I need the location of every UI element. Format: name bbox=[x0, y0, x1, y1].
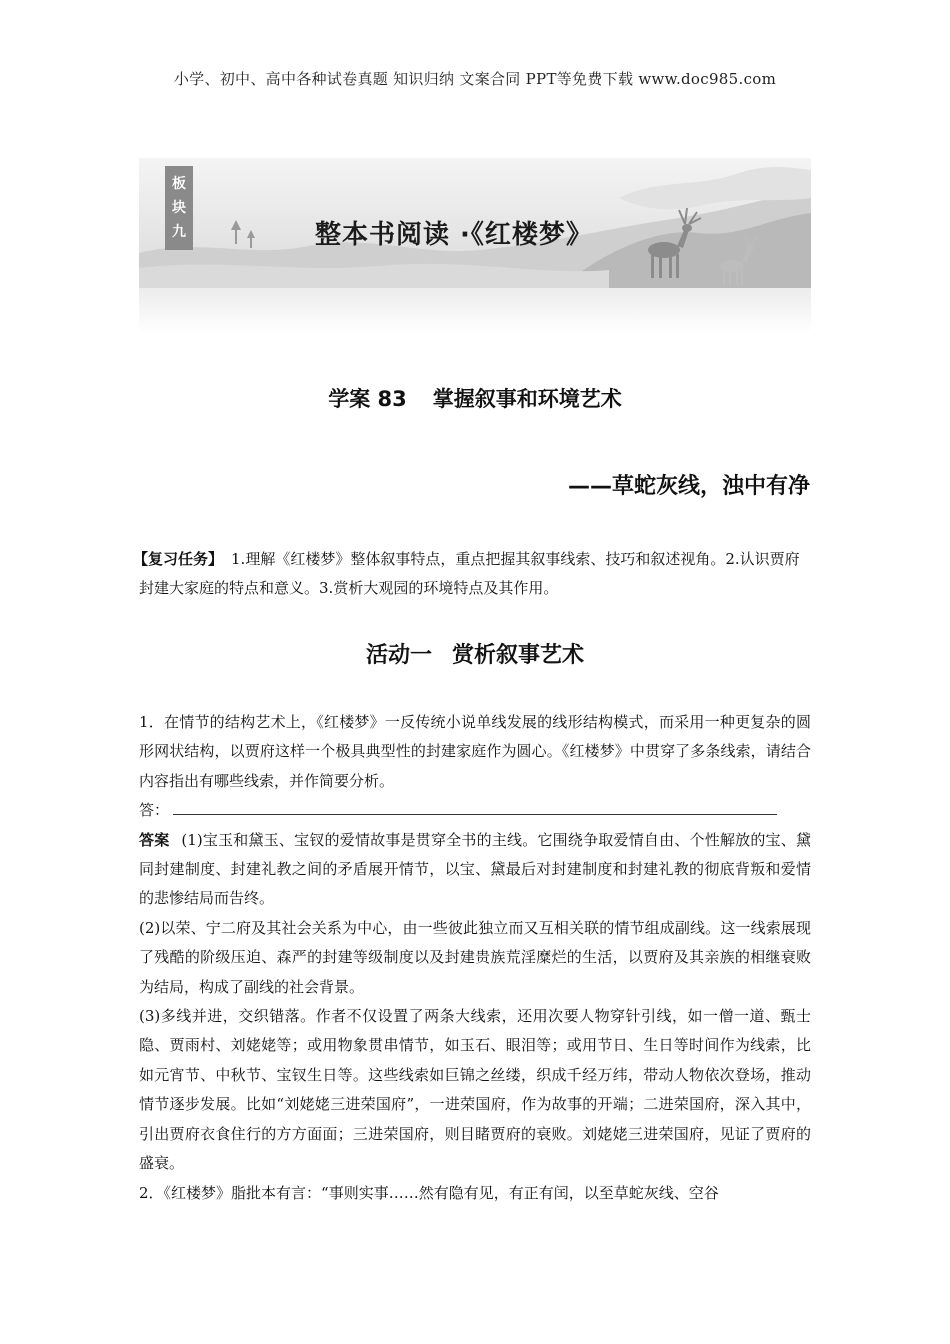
tab-char: 九 bbox=[172, 224, 186, 240]
review-text: 1.理解《红楼梦》整体叙事特点，重点把握其叙事线索、技巧和叙述视角。2.认识贾府封建大家庭的特点和意义。3.赏析大观园的环境特点及其作用。 bbox=[139, 550, 800, 597]
review-tag: 【复习任务】 bbox=[133, 550, 224, 568]
review-task bbox=[133, 545, 811, 603]
activity-title: 赏析叙事艺术 bbox=[452, 643, 585, 668]
answer-line bbox=[173, 796, 777, 815]
tab-char: 板 bbox=[172, 176, 186, 192]
activity-number: 活动一 bbox=[365, 643, 432, 668]
banner-reflection bbox=[139, 288, 811, 334]
banner-title: 整本书阅读 ·《红楼梦》 bbox=[315, 220, 593, 250]
lesson-number: 学案 83 bbox=[328, 387, 407, 411]
page-header: 小学、初中、高中各种试卷真题 知识归纳 文案合同 PPT等免费下载 www.doc985.com bbox=[173, 70, 777, 88]
answer-paragraph-2: (2)以荣、宁二府及其社会关系为中心，由一些彼此独立而又互相关联的情节组成副线。这一线索展现了残酷的阶级压迫、森严的封建等级制度以及封建贵族荒淫糜烂的生活，以贾府及其亲族的相继衰败为结局，构成了副线的社会背景。 bbox=[139, 918, 811, 996]
answer-text-1: (1)宝玉和黛玉、宝钗的爱情故事是贯穿全书的主线。它围绕争取爱情自由、个性解放的宝、黛同封建制度、封建礼教之间的矛盾展开情节，以宝、黛最后对封建制度和封建礼教的彻底背叛和爱情的悲惨结局而告终。 bbox=[139, 830, 811, 908]
lesson-title bbox=[0, 383, 950, 413]
answer-prompt: 答： bbox=[139, 801, 170, 820]
answer-label: 答案 bbox=[139, 830, 170, 849]
section-tab bbox=[165, 166, 193, 250]
answer-paragraph-3: (3)多线并进，交织错落。作者不仅设置了两条大线索，还用次要人物穿针引线，如一僧一道、甄士隐、贾雨村、刘姥姥等；或用物象贯串情节，如玉石、眼泪等；或用节日、生日等时间作为线索，比如元宵节、中秋节、宝钗生日等。这些线索如巨锦之丝缕，织成千经万纬，带动人物依次登场，推动情节逐步发展。比如“刘姥姥三进荣国府”，一进荣国府，作为故事的开端；二进荣国府，深入其中，引出贾府衣食住行的方方面面；三进荣国府，则目睹贾府的衰败。刘姥姥三进荣国府，见证了贾府的盛衰。 bbox=[139, 1007, 811, 1173]
section-banner bbox=[139, 158, 811, 288]
answer-paragraph-1 bbox=[139, 826, 811, 914]
question-2: 2．《红楼梦》脂批本有言：“事则实事……然有隐有见，有正有闰，以至草蛇灰线、空谷 bbox=[139, 1183, 719, 1202]
content-body bbox=[139, 708, 811, 1208]
activity-heading bbox=[0, 638, 950, 669]
question-1: 1．在情节的结构艺术上，《红楼梦》一反传统小说单线发展的线形结构模式，而采用一种更复杂的圆形网状结构，以贾府这样一个极具典型性的封建家庭作为圆心。《红楼梦》中贯穿了多条线索，请结合内容指出有哪些线索，并作简要分析。 bbox=[139, 713, 811, 790]
lesson-subtitle: ——草蛇灰线，浊中有净 bbox=[567, 474, 810, 499]
answer-blank bbox=[139, 796, 811, 825]
lesson-heading: 掌握叙事和环境艺术 bbox=[432, 387, 622, 411]
tab-char: 块 bbox=[172, 200, 186, 216]
